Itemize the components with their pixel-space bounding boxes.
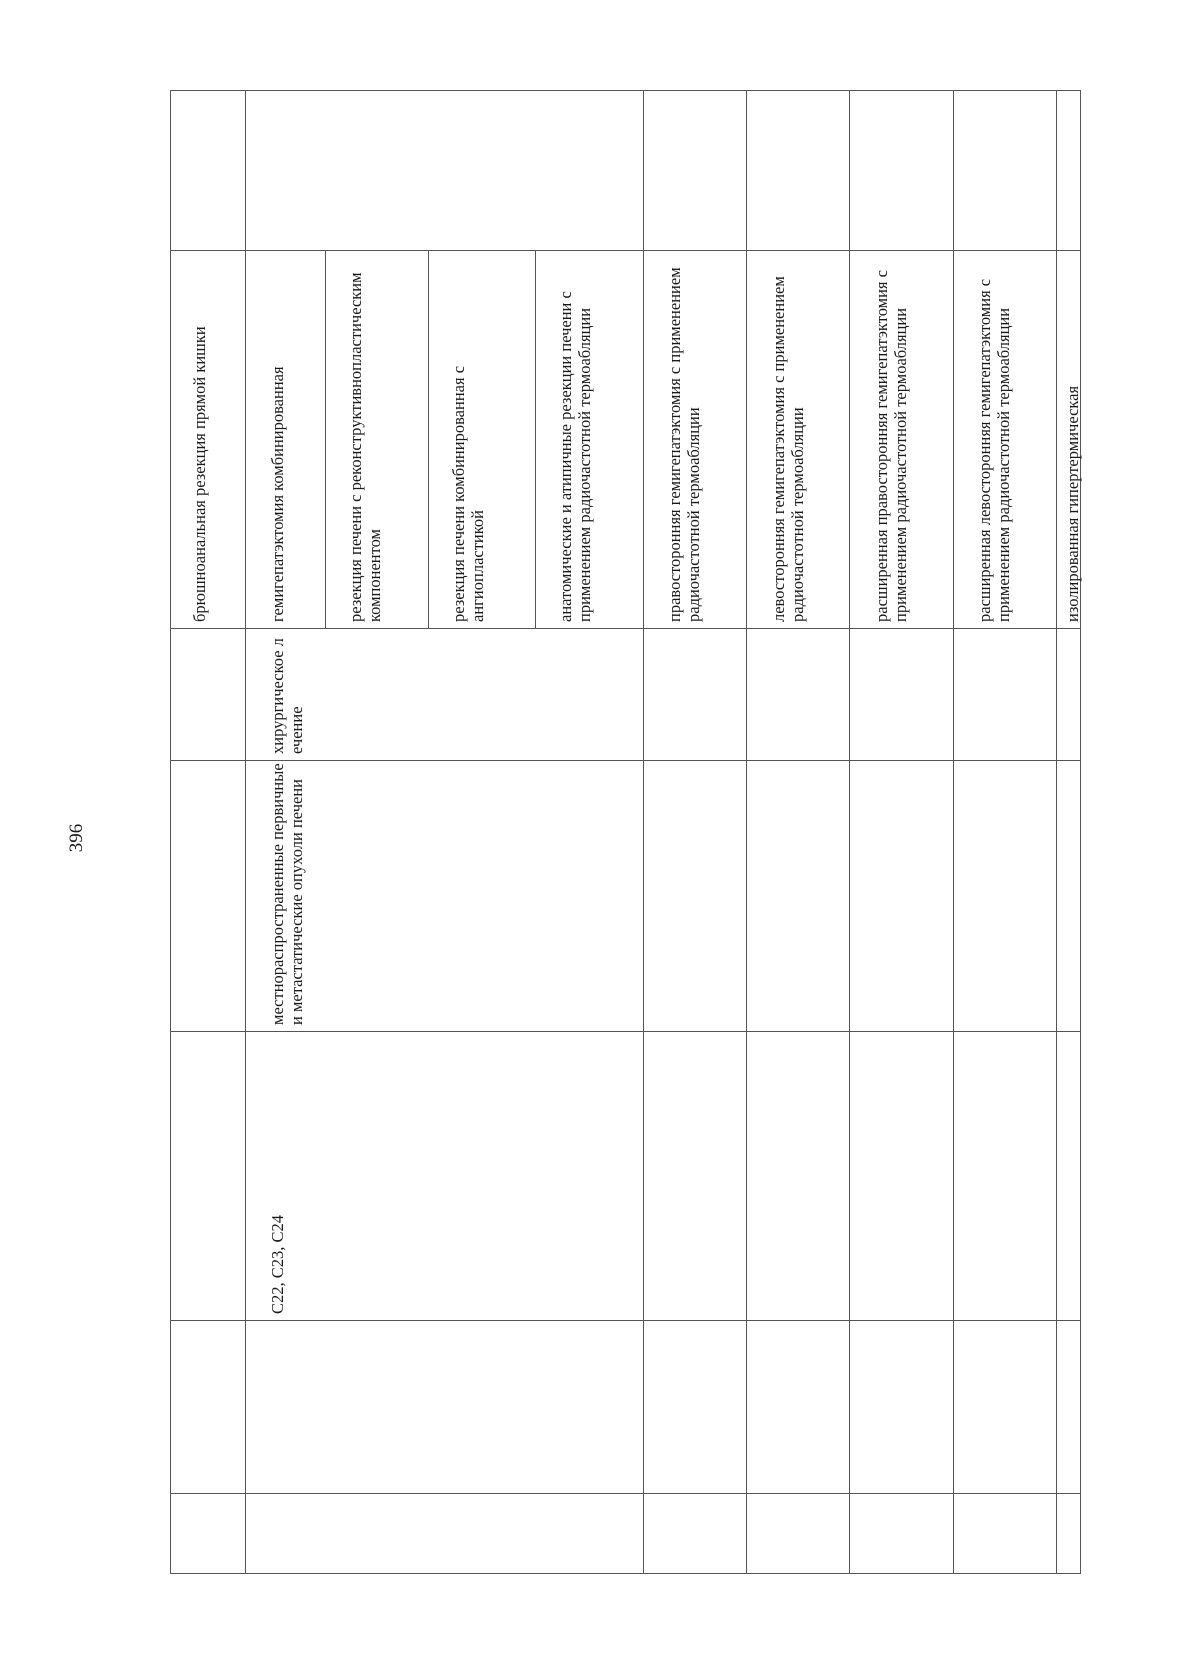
icd-codes-cell: C22, C23, C24	[268, 1214, 287, 1314]
method-cell: правосторонняя гемигепатэктомия с применением радиочастотной термоабляции	[665, 267, 703, 622]
table-border-left	[170, 90, 171, 1574]
treatment-type-cell: хирургическое лечение	[268, 638, 306, 754]
column-divider	[245, 628, 1080, 629]
method-cell: резекция печени комбинированная с ангиопластикой	[449, 365, 487, 622]
column-divider	[170, 1031, 1081, 1032]
row-divider	[643, 90, 644, 1574]
method-cell: анатомические и атипичные резекции печени с применением радиочастотной термоабляции	[556, 291, 594, 622]
method-cell: левосторонняя гемигепатэктомия с применением радиочастотной термоабляции	[769, 276, 807, 622]
method-cell: изолированная гипертермическая	[1063, 385, 1082, 622]
row-divider	[1056, 90, 1057, 1574]
row-divider	[953, 90, 954, 1574]
column-divider	[170, 628, 245, 629]
column-divider	[170, 250, 1081, 251]
table-border-top	[170, 90, 1081, 91]
row-divider	[245, 90, 246, 1574]
column-divider	[170, 1320, 1081, 1321]
column-divider	[170, 1493, 1081, 1494]
subrow-divider	[428, 250, 429, 628]
method-cell: расширенная правосторонняя гемигепатэктомия с применением радиочастотной термоабляции	[872, 270, 910, 622]
method-cell: брюшноанальная резекция прямой кишки	[190, 326, 209, 622]
method-cell: резекция печени с реконструктивнопластическим компонентом	[346, 272, 384, 622]
row-divider	[849, 90, 850, 1574]
method-cell: гемигепатэктомия комбинированная	[268, 366, 287, 622]
table-border-bottom	[170, 1573, 1081, 1574]
diagnosis-cell: местнораспространенные первичные и метастатические опухоли печени	[268, 763, 306, 1025]
method-cell: расширенная левосторонняя гемигепатэктомия с применением радиочастотной термоабляции	[975, 278, 1013, 622]
subrow-divider	[535, 250, 536, 628]
subrow-divider	[325, 250, 326, 628]
column-divider	[170, 760, 1081, 761]
row-divider	[746, 90, 747, 1574]
page-number: 396	[66, 823, 87, 853]
